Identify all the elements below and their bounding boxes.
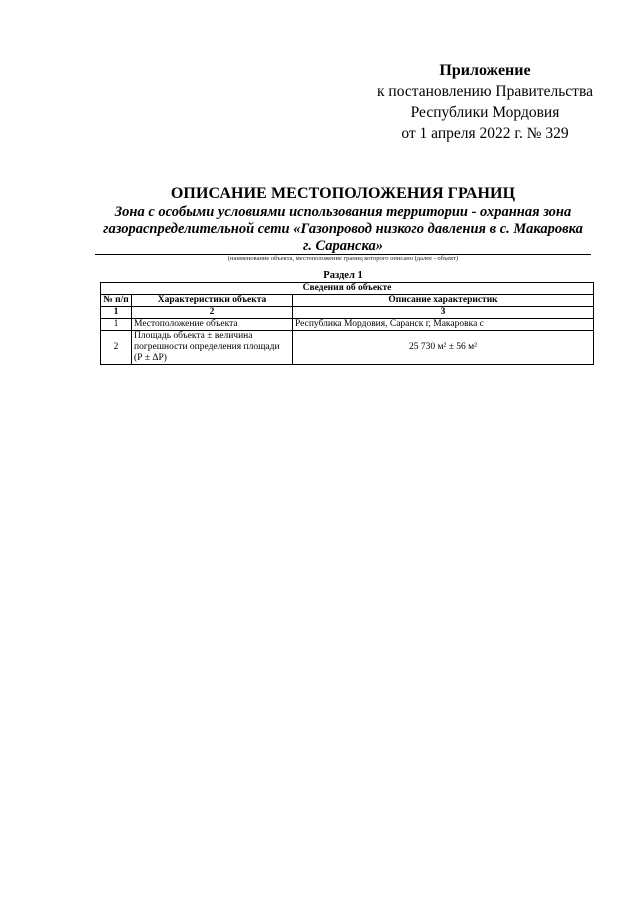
section-label: Раздел 1 [323, 270, 363, 281]
table-caption: Сведения об объекте [101, 283, 594, 295]
title-block [95, 184, 591, 255]
row-number: 2 [101, 331, 132, 365]
row-description: Республика Мордовия, Саранск г, Макаровка с [293, 319, 594, 331]
title-note: (наименование объекта, местоположение границ которого описано (далее - объект) [227, 255, 459, 262]
row-characteristic: Местоположение объекта [132, 319, 293, 331]
subtitle-line-2: газораспределительной сети «Газопровод низкого давления в с. Макаровка [103, 221, 583, 237]
subtitle-line-3: г. Саранска» [303, 238, 383, 254]
table-row [101, 331, 594, 365]
subtitle-line-1: Зона с особыми условиями использования территории - охранная зона [114, 204, 572, 220]
object-info-table [100, 282, 594, 365]
appendix-line-2: Республики Мордовия [410, 104, 560, 121]
row-description: 25 730 м² ± 56 м² [293, 331, 594, 365]
table-row [101, 319, 594, 331]
column-number-1: 1 [101, 307, 132, 319]
row-characteristic: Площадь объекта ± величина погрешности определения площади (Р ± ΔР) [132, 331, 293, 365]
header-number: № п/п [101, 295, 132, 307]
header-description: Описание характеристик [293, 295, 594, 307]
appendix-heading: Приложение [439, 62, 531, 79]
column-number-2: 2 [132, 307, 293, 319]
column-number-3: 3 [293, 307, 594, 319]
appendix-line-3: от 1 апреля 2022 г. № 329 [401, 125, 569, 142]
appendix-block [370, 60, 600, 144]
row-number: 1 [101, 319, 132, 331]
appendix-line-1: к постановлению Правительства [377, 83, 593, 100]
header-characteristic: Характеристики объекта [132, 295, 293, 307]
document-title: ОПИСАНИЕ МЕСТОПОЛОЖЕНИЯ ГРАНИЦ [170, 185, 516, 202]
